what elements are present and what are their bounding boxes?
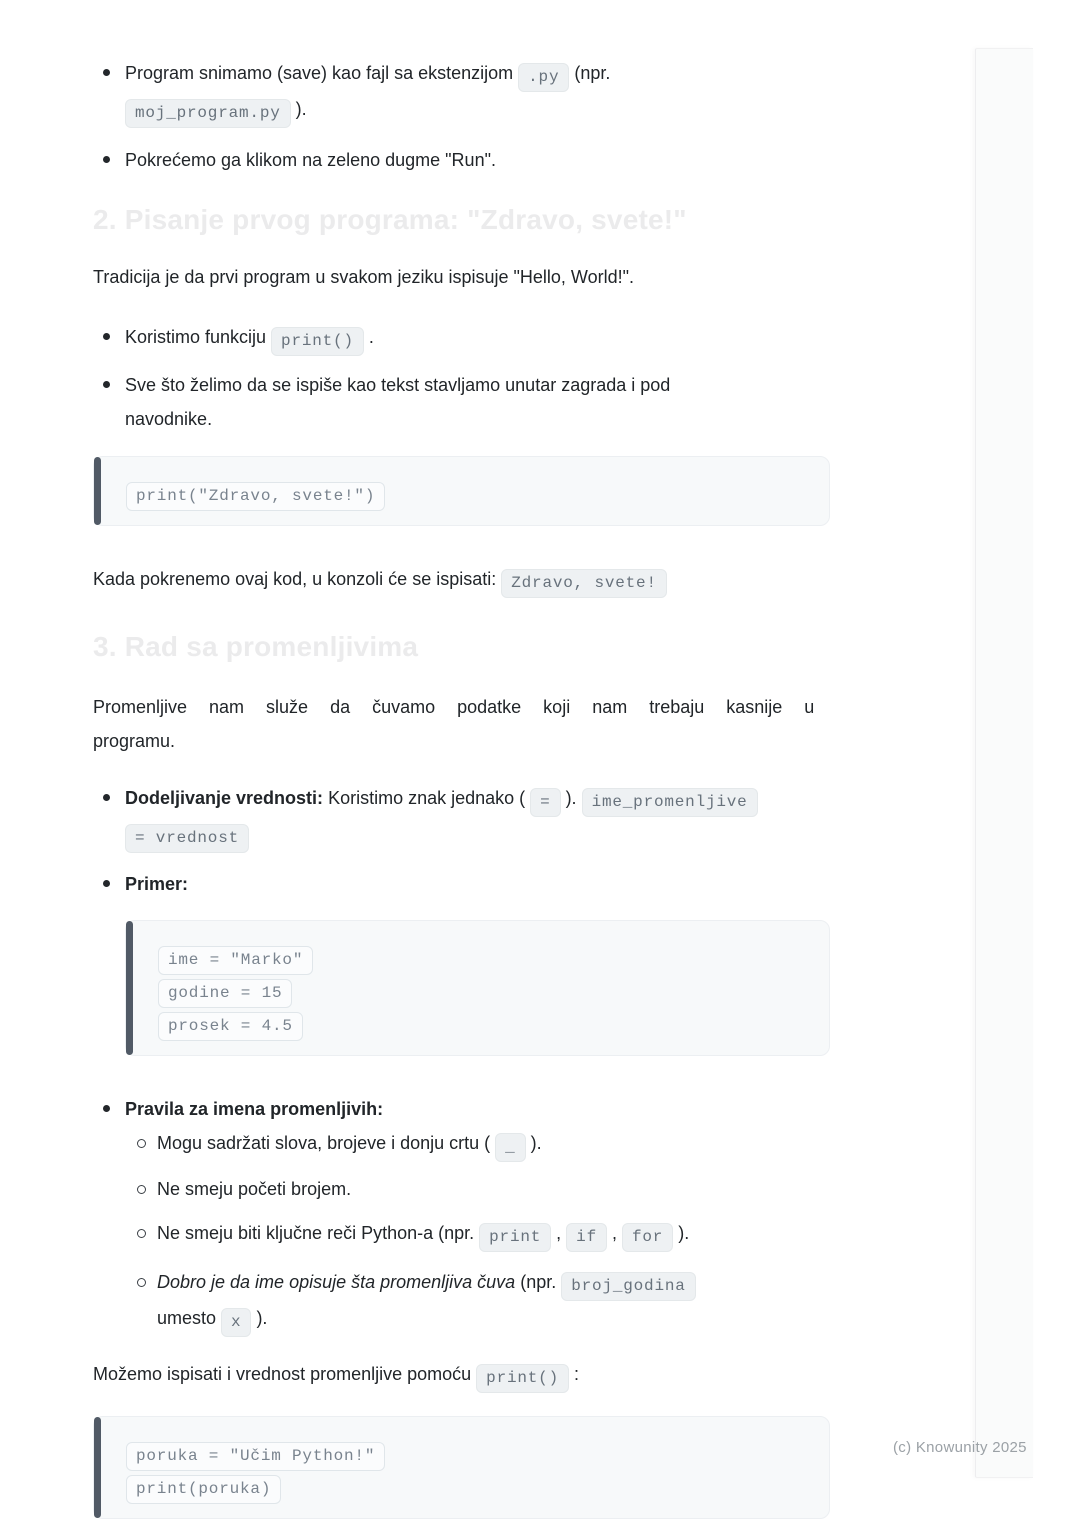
text-run: Ne smeju početi brojem. bbox=[157, 1179, 352, 1199]
code-line bbox=[158, 1008, 809, 1041]
inline-code-print-keyword: print bbox=[479, 1223, 551, 1252]
code-text: godine = 15 bbox=[158, 979, 292, 1008]
code-line bbox=[126, 1471, 809, 1504]
inline-code-print2: print() bbox=[476, 1364, 569, 1393]
inline-code-py-extension: .py bbox=[518, 63, 569, 92]
inline-code-value: = vrednost bbox=[125, 824, 249, 853]
list-item-assignment bbox=[93, 781, 830, 853]
text-run: umesto bbox=[157, 1308, 217, 1328]
text-run: Mogu sadržati slova, brojeve i donju crtu ( bbox=[157, 1133, 491, 1153]
paragraph-variables-intro bbox=[93, 690, 830, 758]
text-run: Možemo ispisati i vrednost promenljive pomoću bbox=[93, 1364, 472, 1384]
text-run: Pokrećemo ga klikom na zeleno dugme "Run". bbox=[125, 150, 496, 170]
code-text: print("Zdravo, svete!") bbox=[126, 482, 385, 511]
list-item-example bbox=[93, 867, 830, 901]
code-line bbox=[126, 478, 809, 511]
code-text: ime = "Marko" bbox=[158, 946, 313, 975]
code-line bbox=[126, 1438, 809, 1471]
text-run: Sve što želimo da se ispiše kao tekst stavljamo unutar zagrada i pod bbox=[125, 375, 671, 395]
bullet-list-variables bbox=[93, 781, 830, 1337]
section-heading-2: 2. Pisanje prvog programa: "Zdravo, svete!" bbox=[93, 204, 687, 235]
text-run: (npr. bbox=[574, 63, 611, 83]
inline-code-for-keyword: for bbox=[622, 1223, 673, 1252]
text-run: Ne smeju biti ključne reči Python-a (npr. bbox=[157, 1223, 475, 1243]
bold-label-example: Primer: bbox=[125, 874, 189, 894]
copyright-footer: (c) Knowunity 2025 bbox=[893, 1439, 1027, 1456]
italic-text: Dobro je da ime opisuje šta promenljiva čuva bbox=[157, 1272, 516, 1292]
list-item-save-file bbox=[93, 56, 830, 128]
sub-list-rules bbox=[125, 1126, 830, 1337]
text-run: Koristimo znak jednako ( bbox=[328, 788, 526, 808]
inline-code-broj-godina: broj_godina bbox=[561, 1272, 695, 1301]
text-run: ). bbox=[678, 1223, 690, 1243]
text-run: : bbox=[573, 1364, 579, 1384]
rule-item-no-keywords bbox=[125, 1216, 830, 1252]
code-text: print(poruka) bbox=[126, 1475, 281, 1504]
document-content bbox=[93, 0, 830, 1519]
code-text: poruka = "Učim Python!" bbox=[126, 1442, 385, 1471]
text-run: programu. bbox=[93, 731, 176, 751]
rule-item-no-digit-start bbox=[125, 1172, 830, 1206]
list-item-run-button bbox=[93, 143, 830, 177]
text-run: . bbox=[368, 327, 374, 347]
text-run: ). bbox=[565, 788, 577, 808]
paragraph-tradition: Tradicija je da prvi program u svakom jeziku ispisuje "Hello, World!". bbox=[93, 267, 634, 287]
paragraph-console-output bbox=[93, 562, 830, 598]
inline-code-equals: = bbox=[530, 788, 560, 817]
text-run: (npr. bbox=[520, 1272, 557, 1292]
text-run: navodnike. bbox=[125, 409, 213, 429]
text-run: Program snimamo (save) kao fajl sa ekstenzijom bbox=[125, 63, 514, 83]
text-run: , bbox=[556, 1223, 562, 1243]
code-block-hello bbox=[93, 456, 830, 526]
next-page-edge bbox=[975, 48, 1033, 1478]
text-run: ). bbox=[256, 1308, 268, 1328]
inline-code-underscore: _ bbox=[495, 1133, 525, 1162]
paragraph-print-variable bbox=[93, 1357, 830, 1393]
list-item-naming-rules bbox=[93, 1092, 830, 1337]
inline-code-print: print() bbox=[271, 327, 364, 356]
bullet-list-hello-world bbox=[93, 320, 830, 436]
inline-code-x: x bbox=[221, 1308, 251, 1337]
bold-label-rules: Pravila za imena promenljivih: bbox=[125, 1099, 384, 1119]
code-line bbox=[158, 975, 809, 1008]
inline-code-filename: moj_program.py bbox=[125, 99, 291, 128]
text-run: ). bbox=[295, 99, 307, 119]
inline-code-variable-name: ime_promenljive bbox=[582, 788, 758, 817]
section-heading-3: 3. Rad sa promenljivima bbox=[93, 631, 419, 662]
rule-item-descriptive-names bbox=[125, 1265, 830, 1337]
text-run: , bbox=[611, 1223, 617, 1243]
code-text: prosek = 4.5 bbox=[158, 1012, 303, 1041]
list-item-quotes bbox=[93, 368, 830, 436]
list-item-print-function bbox=[93, 320, 830, 356]
inline-code-output: Zdravo, svete! bbox=[501, 569, 667, 598]
code-block-example bbox=[125, 920, 830, 1056]
text-run: Koristimo funkciju bbox=[125, 327, 267, 347]
text-run: ). bbox=[530, 1133, 542, 1153]
code-block-print-variable bbox=[93, 1416, 830, 1519]
rule-item-characters bbox=[125, 1126, 830, 1162]
inline-code-if-keyword: if bbox=[566, 1223, 607, 1252]
text-run: Kada pokrenemo ovaj kod, u konzoli će se ispisati: bbox=[93, 569, 497, 589]
list-item-code-wrapper bbox=[93, 920, 830, 1056]
text-run: Promenljive nam služe da čuvamo podatke koji nam trebaju kasnije u bbox=[93, 697, 815, 717]
bold-label-assignment: Dodeljivanje vrednosti: bbox=[125, 788, 324, 808]
bullet-list-intro bbox=[93, 56, 830, 177]
code-line bbox=[158, 942, 809, 975]
